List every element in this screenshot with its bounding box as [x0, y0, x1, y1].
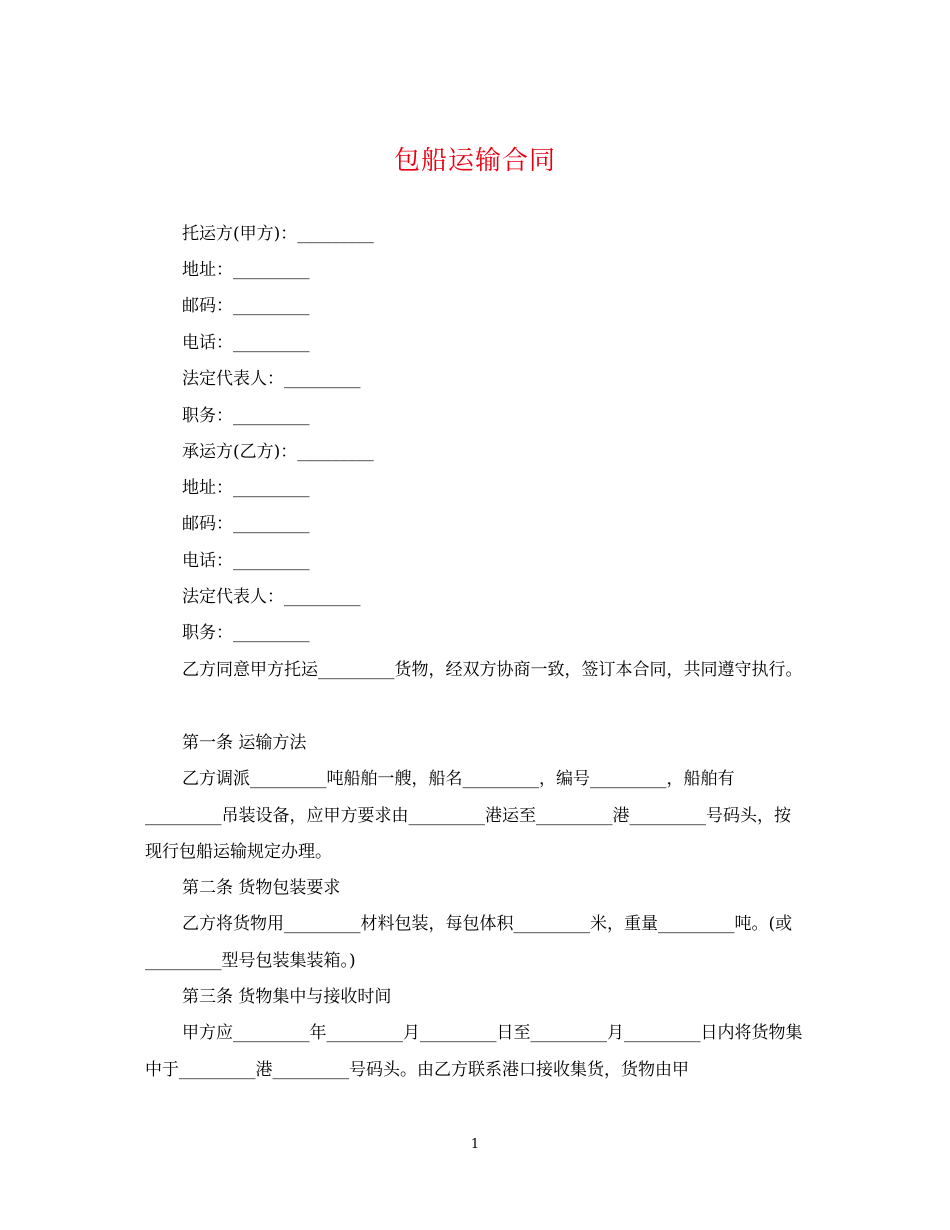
article-1-body: [145, 761, 805, 871]
page-number: 1: [470, 1137, 480, 1152]
intro-paragraph: [145, 652, 805, 689]
article-2-body: [145, 906, 805, 979]
party-a-address: 地址：_________: [182, 260, 310, 280]
article-3-heading: 第三条 货物集中与接收时间: [182, 987, 392, 1007]
contract-title: 包船运输合同: [393, 146, 556, 176]
article-3-text: 甲方应_________年_________月_________日至_________月_________日内将货物集中于_________港_________号码头。由乙方联系港口接收集货，货物由甲: [145, 1023, 803, 1080]
party-b-legal-rep: 法定代表人：_________: [182, 587, 361, 607]
party-b-postcode: 邮码：_________: [182, 514, 310, 534]
party-b-address: 地址：_________: [182, 478, 310, 498]
party-a-legal-rep: 法定代表人：_________: [182, 369, 361, 389]
article-1-text: 乙方调派_________吨船舶一艘，船名_________，编号_________，船舶有_________吊装设备，应甲方要求由_________港运至_________港_________号码头，按现行包船运输规定办理。: [145, 769, 791, 862]
article-2-heading: 第二条 货物包装要求: [182, 878, 341, 898]
article-3-body: [145, 1015, 805, 1088]
article-1-heading: 第一条 运输方法: [182, 733, 307, 753]
party-b-header: 承运方(乙方)：_________: [182, 442, 374, 462]
party-a-postcode: 邮码：_________: [182, 296, 310, 316]
party-b-phone: 电话：_________: [182, 551, 310, 571]
party-a-header: 托运方(甲方)：_________: [182, 224, 374, 244]
party-b-position: 职务：_________: [182, 623, 310, 643]
party-a-phone: 电话：_________: [182, 333, 310, 353]
article-2-text: 乙方将货物用_________材料包装，每包体积_________米，重量_________吨。(或_________型号包装集装箱。): [145, 914, 793, 971]
intro-text: 乙方同意甲方托运_________货物，经双方协商一致，签订本合同，共同遵守执行。: [182, 660, 803, 680]
party-a-position: 职务：_________: [182, 406, 310, 426]
